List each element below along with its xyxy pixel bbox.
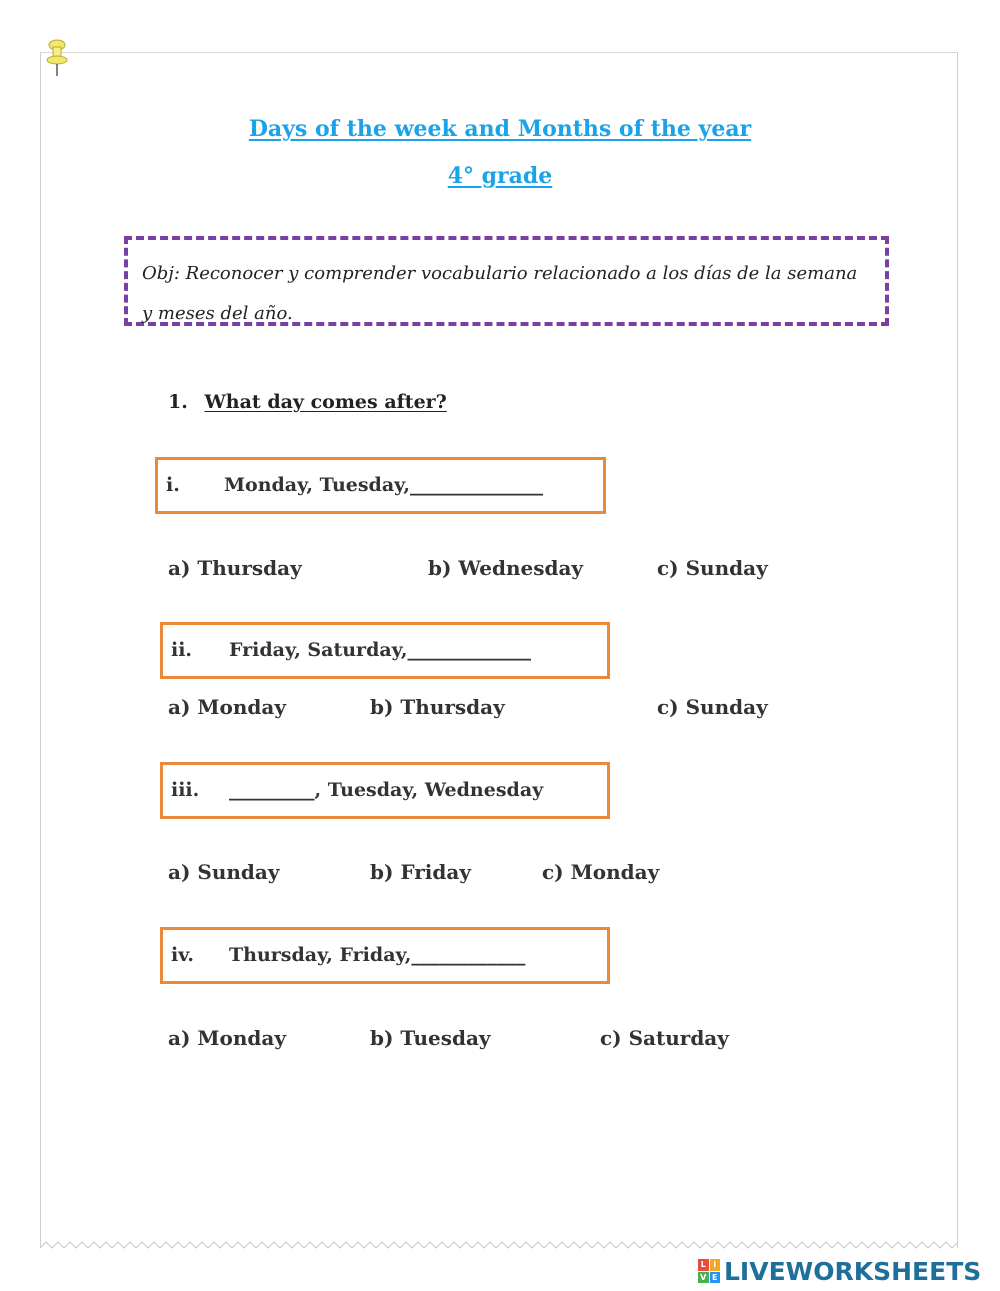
answer-option[interactable]: a) Monday bbox=[168, 1026, 286, 1050]
question-prompt: Thursday, Friday,____________ bbox=[229, 944, 526, 966]
question-box-3 bbox=[160, 762, 610, 819]
question-prompt: _________, Tuesday, Wednesday bbox=[229, 779, 544, 801]
answer-option[interactable]: a) Monday bbox=[168, 695, 286, 719]
answer-option[interactable]: c) Monday bbox=[542, 860, 660, 884]
question-number: iii. bbox=[171, 779, 200, 801]
logo-mark-letter: E bbox=[710, 1272, 721, 1284]
question-number: iv. bbox=[171, 944, 194, 966]
answer-option[interactable]: b) Tuesday bbox=[370, 1026, 491, 1050]
question-number: i. bbox=[166, 474, 180, 496]
liveworksheets-logo[interactable] bbox=[698, 1257, 981, 1285]
answer-option[interactable]: c) Sunday bbox=[657, 695, 768, 719]
objective-text: Obj: Reconocer y comprender vocabulario relacionado a los días de la semana y meses del año. bbox=[142, 263, 858, 324]
objective-box bbox=[124, 236, 889, 326]
question-box-2 bbox=[160, 622, 610, 679]
worksheet-title: Days of the week and Months of the year bbox=[248, 116, 752, 142]
section-heading bbox=[168, 391, 447, 413]
answer-option[interactable]: a) Thursday bbox=[168, 556, 302, 580]
answer-option[interactable]: b) Wednesday bbox=[428, 556, 584, 580]
answer-option[interactable]: c) Saturday bbox=[600, 1026, 729, 1050]
grade-label: 4° grade bbox=[447, 163, 553, 189]
question-box-1 bbox=[155, 457, 606, 514]
question-prompt: Friday, Saturday,_____________ bbox=[229, 639, 531, 661]
torn-edge bbox=[40, 1238, 958, 1254]
answer-option[interactable]: b) Friday bbox=[370, 860, 471, 884]
logo-mark-letter: I bbox=[710, 1259, 721, 1271]
answer-option[interactable]: a) Sunday bbox=[168, 860, 280, 884]
answer-option[interactable]: c) Sunday bbox=[657, 556, 768, 580]
logo-mark-letter: V bbox=[698, 1272, 709, 1284]
question-number: ii. bbox=[171, 639, 193, 661]
question-box-4 bbox=[160, 927, 610, 984]
logo-text: LIVEWORKSHEETS bbox=[724, 1256, 982, 1286]
section-number: 1. bbox=[168, 391, 188, 413]
question-prompt: Monday, Tuesday,______________ bbox=[224, 474, 543, 496]
pushpin-icon bbox=[42, 38, 72, 78]
answer-option[interactable]: b) Thursday bbox=[370, 695, 505, 719]
logo-mark-icon bbox=[698, 1259, 720, 1283]
logo-mark-letter: L bbox=[698, 1259, 709, 1271]
section-title: What day comes after? bbox=[204, 391, 447, 413]
